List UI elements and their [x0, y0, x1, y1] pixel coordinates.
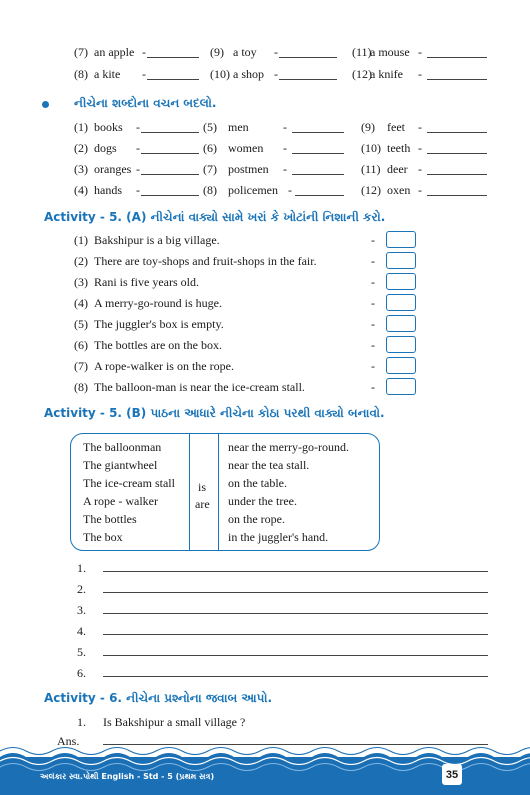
bullet-icon — [42, 101, 49, 108]
item-text: The balloon-man is near the ice-cream stall. — [94, 380, 305, 394]
word: oranges — [94, 162, 132, 176]
activity-5b-heading: Activity - 5. (B) પાઠના આધારે નીચેના કોઠા પરથી વાક્યો બનાવો. — [44, 406, 385, 420]
item-number: (8) — [203, 183, 217, 197]
item-text: There are toy-shops and fruit-shops in the fair. — [94, 254, 317, 268]
item-number: (2) — [74, 141, 88, 155]
place-cell: near the tea stall. — [228, 458, 310, 472]
verb-cell: are — [195, 497, 210, 511]
tick-box[interactable] — [386, 378, 416, 395]
item-text: A rope-walker is on the rope. — [94, 359, 234, 373]
item-number: (4) — [74, 296, 88, 310]
item-number: (5) — [203, 120, 217, 134]
tick-box[interactable] — [386, 315, 416, 332]
item-number: (11) — [361, 162, 381, 176]
item-number: (9) — [361, 120, 375, 134]
item-number: (8) — [74, 380, 88, 394]
answer-line[interactable] — [103, 676, 488, 677]
answer-number: 5. — [77, 645, 86, 659]
table-divider — [189, 434, 190, 550]
word: teeth — [387, 141, 411, 155]
item-text: The bottles are on the box. — [94, 338, 222, 352]
activity-6-heading: Activity - 6. નીચેના પ્રશ્નોના જવાબ આપો. — [44, 691, 273, 705]
item-number: (1) — [74, 233, 88, 247]
place-cell: on the rope. — [228, 512, 285, 526]
subject-cell: The balloonman — [83, 440, 162, 454]
table-divider — [218, 434, 219, 550]
subject-cell: A rope - walker — [83, 494, 158, 508]
answer-number: 6. — [77, 666, 86, 680]
word: a toy — [233, 45, 257, 59]
verb-cell: is — [198, 480, 207, 494]
word: a kite — [94, 67, 121, 81]
word: a shop — [233, 67, 264, 81]
item-number: (8) — [74, 67, 88, 81]
word: women — [228, 141, 264, 155]
item-number: (3) — [74, 275, 88, 289]
subject-cell: The giantwheel — [83, 458, 158, 472]
word: oxen — [387, 183, 411, 197]
item-number: (1) — [74, 120, 88, 134]
item-text: Bakshipur is a big village. — [94, 233, 220, 247]
subject-cell: The box — [83, 530, 123, 544]
answer-number: 1. — [77, 561, 86, 575]
tick-box[interactable] — [386, 294, 416, 311]
activity-5a-heading: Activity - 5. (A) નીચેનાં વાક્યો સામે ખરાં કે ખોટાંની નિશાની કરો. — [44, 210, 386, 224]
answer-line[interactable] — [103, 634, 488, 635]
tick-box[interactable] — [386, 231, 416, 248]
answer-line[interactable] — [103, 613, 488, 614]
page-number-box — [442, 764, 462, 785]
page-number: 35 — [445, 769, 459, 781]
item-number: (4) — [74, 183, 88, 197]
item-number: (11) — [352, 45, 372, 59]
word: deer — [387, 162, 408, 176]
section-heading: નીચેના શબ્દોના વચન બદલો. — [74, 96, 217, 110]
answer-line[interactable] — [103, 655, 488, 656]
item-number: (7) — [74, 359, 88, 373]
answer-number: 2. — [77, 582, 86, 596]
item-number: (3) — [74, 162, 88, 176]
word: a mouse — [370, 45, 410, 59]
answer-number: 3. — [77, 603, 86, 617]
word: dogs — [94, 141, 117, 155]
tick-box[interactable] — [386, 336, 416, 353]
item-number: (6) — [203, 141, 217, 155]
item-number: (7) — [203, 162, 217, 176]
word: hands — [94, 183, 122, 197]
place-cell: near the merry-go-round. — [228, 440, 349, 454]
item-number: (5) — [74, 317, 88, 331]
item-number: (2) — [74, 254, 88, 268]
item-number: (12) — [361, 183, 381, 197]
question-number: 1. — [77, 715, 86, 729]
answer-label: Ans. — [57, 734, 80, 748]
subject-cell: The ice-cream stall — [83, 476, 175, 490]
word: men — [228, 120, 249, 134]
word: feet — [387, 120, 405, 134]
item-number: (6) — [74, 338, 88, 352]
place-cell: in the juggler's hand. — [228, 530, 329, 544]
item-text: Rani is five years old. — [94, 275, 199, 289]
question-text: Is Bakshipur a small village ? — [103, 715, 246, 729]
tick-box[interactable] — [386, 252, 416, 269]
tick-box[interactable] — [386, 357, 416, 374]
book-title: અલંકાર સ્વા.પોથી English - Std - 5 (પ્રથમ સત્ર) — [40, 772, 215, 781]
item-number: (10) — [210, 67, 230, 81]
item-number: (10) — [361, 141, 381, 155]
answer-line[interactable] — [103, 571, 488, 572]
subject-cell: The bottles — [83, 512, 137, 526]
item-number: (7) — [74, 45, 88, 59]
place-cell: on the table. — [228, 476, 287, 490]
item-number: (9) — [210, 45, 224, 59]
word: a knife — [370, 67, 403, 81]
place-cell: under the tree. — [228, 494, 297, 508]
item-text: The juggler's box is empty. — [94, 317, 224, 331]
word: policemen — [228, 183, 278, 197]
answer-line[interactable] — [103, 592, 488, 593]
word: postmen — [228, 162, 269, 176]
substitution-table — [70, 433, 380, 551]
word: books — [94, 120, 123, 134]
item-number: (12) — [352, 67, 372, 81]
word: an apple — [94, 45, 135, 59]
tick-box[interactable] — [386, 273, 416, 290]
answer-number: 4. — [77, 624, 86, 638]
item-text: A merry-go-round is huge. — [94, 296, 222, 310]
